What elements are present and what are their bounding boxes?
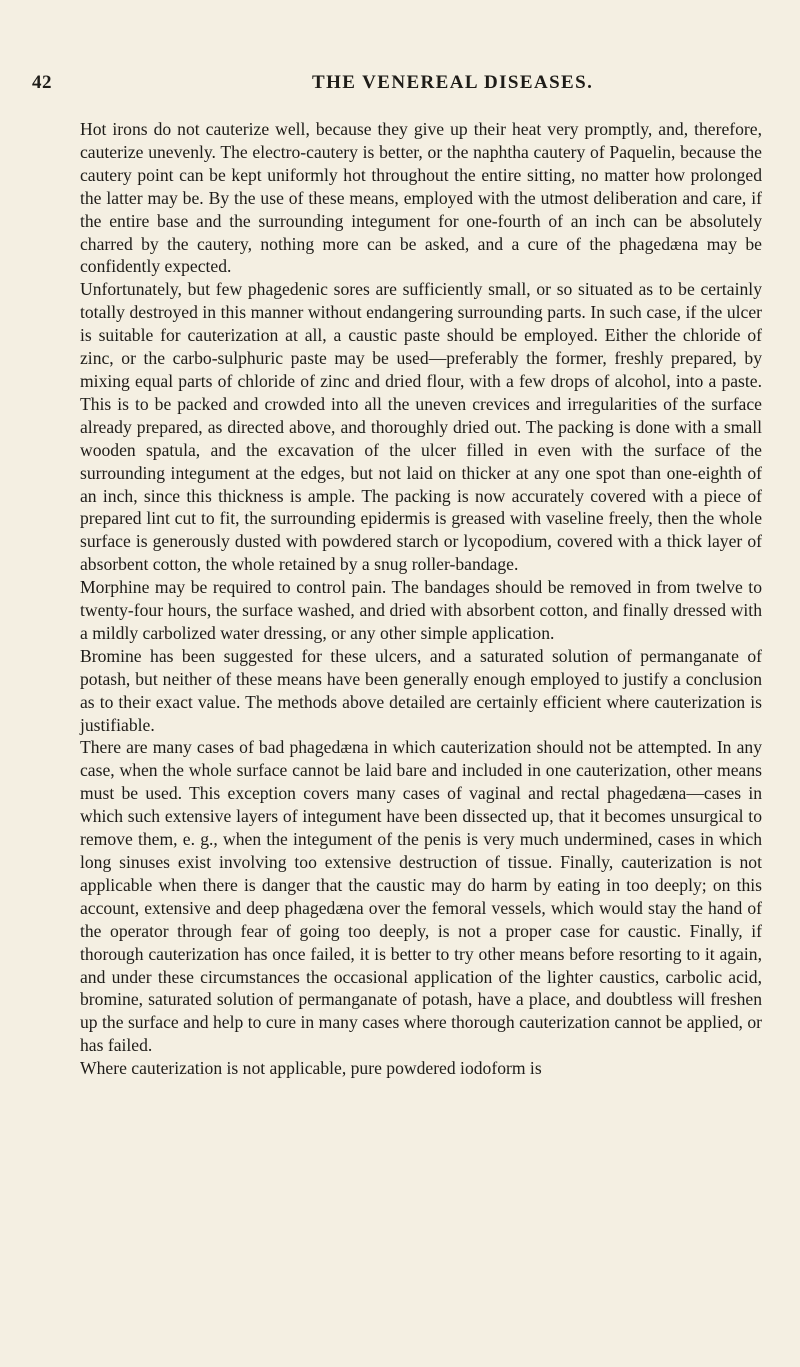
running-head: THE VENEREAL DISEASES. (312, 72, 594, 93)
paragraph-bromine: Bromine has been suggested for these ulcers, and a saturated solution of permanganate of potash, but neither of these means have been generally enough employed to justify a conclusion as to their exact value. The methods above detailed are certainly efficient where cauterization is justifiable. (80, 645, 762, 735)
page-header (32, 72, 732, 102)
paragraph-iodoform: Where cauterization is not applicable, pure powdered iodoform is (80, 1058, 542, 1079)
paragraph-morphine: Morphine may be required to control pain. The bandages should be removed in from twelve to twenty-four hours, the surface washed, and dried with absorbent cotton, and finally dressed with a mildly carbolized water dressing, or any other simple application. (80, 577, 762, 643)
paragraph-contraindications: There are many cases of bad phagedæna in which cauterization should not be attempted. In any case, when the whole surface cannot be laid bare and included in one cauterization, other means must be used. This exception covers many cases of vaginal and rectal phagedæna—cases in which such extensive layers of integument have been dissected up, that it becomes unsurgical to remove them, e. g., when the integument of the penis is very much undermined, cases in which long sinuses exist involving too extensive destruction of tissue. Finally, cauterization is not applicable when there is danger that the caustic may do harm by eating in too deeply; on this account, extensive and deep phagedæna over the femoral vessels, which would stay the hand of the operator through fear of going too deeply, is not a proper case for caustic. Finally, if thorough cauterization has once failed, it is better to try other means before resorting to it again, and under these circumstances the occasional application of the lighter caustics, carbolic acid, bromine, saturated solution of permanganate of potash, have a place, and doubtless will freshen up the surface and help to cure in many cases where thorough cauterization cannot be applied, or has failed. (80, 737, 762, 1056)
paragraph-hot-irons: Hot irons do not cauterize well, because they give up their heat very promptly, and, therefore, cauterize unevenly. The electro-cautery is better, or the naphtha cautery of Paquelin, because the cautery point can be kept uniformly hot throughout the entire sitting, no matter how prolonged the latter may be. By the use of these means, employed with the utmost deliberation and care, if the entire base and the surrounding integument for one-fourth of an inch can be absolutely charred by the cautery, nothing more can be asked, and a cure of the phagedæna may be confidently expected. (80, 119, 762, 277)
paragraph-caustic-paste: Unfortunately, but few phagedenic sores are sufficiently small, or so situated as to be certainly totally destroyed in this manner without endangering surrounding parts. In such case, if the ulcer is suitable for cauterization at all, a caustic paste should be employed. Either the chloride of zinc, or the carbo-sulphuric paste may be used—preferably the former, freshly prepared, by mixing equal parts of chloride of zinc and dried flour, with a few drops of alcohol, into a paste. This is to be packed and crowded into all the uneven crevices and irregularities of the surface already prepared, as directed above, and thoroughly dried out. The packing is done with a small wooden spatula, and the excavation of the ulcer filled in even with the surface of the surrounding integument at the edges, but not laid on thicker at any one spot than one-eighth of an inch, since this thickness is ample. The packing is now accurately covered with a piece of prepared lint cut to fit, the surrounding epidermis is greased with vaseline freely, then the whole surface is generously dusted with powdered starch or lycopodium, covered with a thick layer of absorbent cotton, the whole retained by a snug roller-bandage. (80, 279, 762, 575)
body-text (80, 118, 762, 1080)
page-number: 42 (32, 72, 52, 93)
